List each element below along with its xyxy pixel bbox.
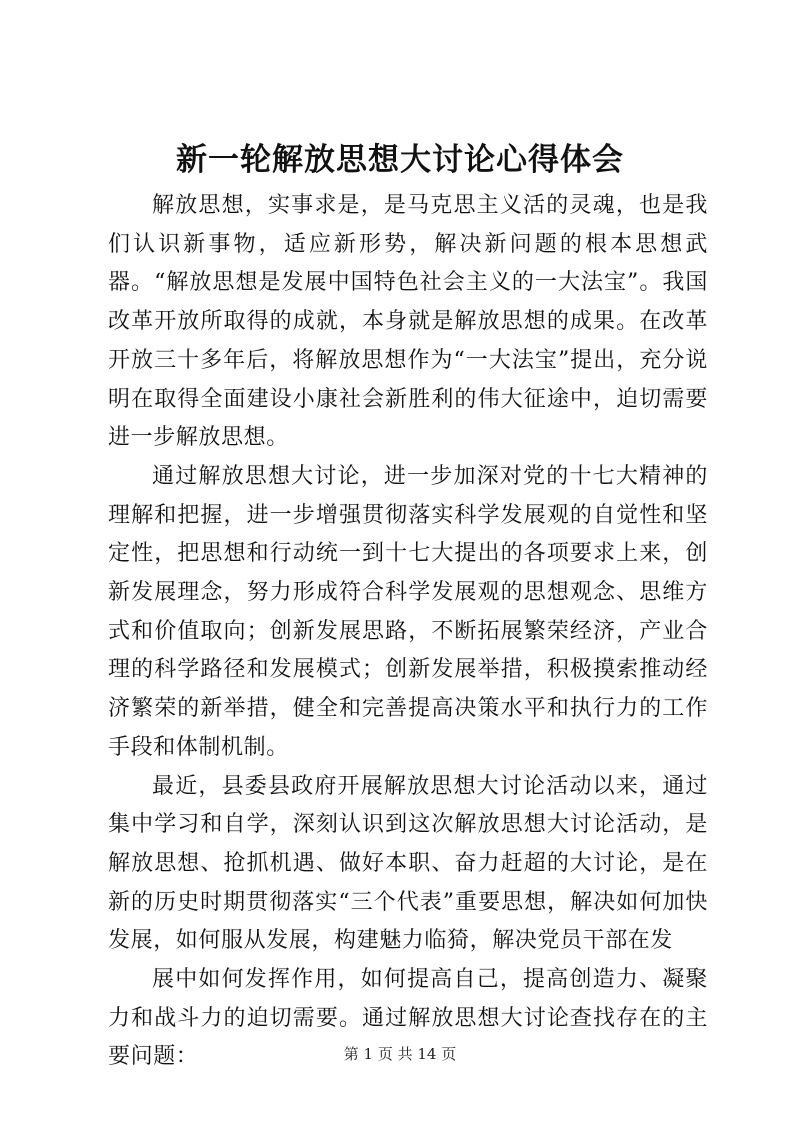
document-body — [108, 187, 708, 1077]
document-title: 新一轮解放思想大讨论心得体会 — [176, 142, 624, 178]
paragraph-3: 最近，县委县政府开展解放思想大讨论活动以来，通过集中学习和自学，深刻认识到这次解放思想大讨论活动，是解放思想、抢抓机遇、做好本职、奋力赶超的大讨论，是在新的历史时期贯彻落实“三个代表”重要思想，解决如何加快发展，如何服从发展，构建魅力临猗，解决党员干部在发 — [108, 773, 708, 954]
paragraph-1: 解放思想，实事求是，是马克思主义活的灵魂，也是我们认识新事物，适应新形势，解决新问题的根本思想武器。“解放思想是发展中国特色社会主义的一大法宝”。我国改革开放所取得的成就，本身就是解放思想的成果。在改革开放三十多年后，将解放思想作为“一大法宝”提出，充分说明在取得全面建设小康社会新胜利的伟大征途中，迫切需要进一步解放思想。 — [108, 193, 708, 451]
page-number-footer: 第 1 页 共 14 页 — [343, 1045, 457, 1063]
paragraph-4: 展中如何发挥作用，如何提高自己，提高创造力、凝聚力和战斗力的迫切需要。通过解放思想大讨论查找存在的主要问题： — [108, 967, 708, 1070]
paragraph-2: 通过解放思想大讨论，进一步加深对党的十七大精神的理解和把握，进一步增强贯彻落实科学发展观的自觉性和坚定性，把思想和行动统一到十七大提出的各项要求上来，创新发展理念，努力形成符合科学发展观的思想观念、思维方式和价值取向；创新发展思路，不断拓展繁荣经济，产业合理的科学路径和发展模式；创新发展举措，积极摸索推动经济繁荣的新举措，健全和完善提高决策水平和执行力的工作手段和体制机制。 — [108, 463, 708, 760]
